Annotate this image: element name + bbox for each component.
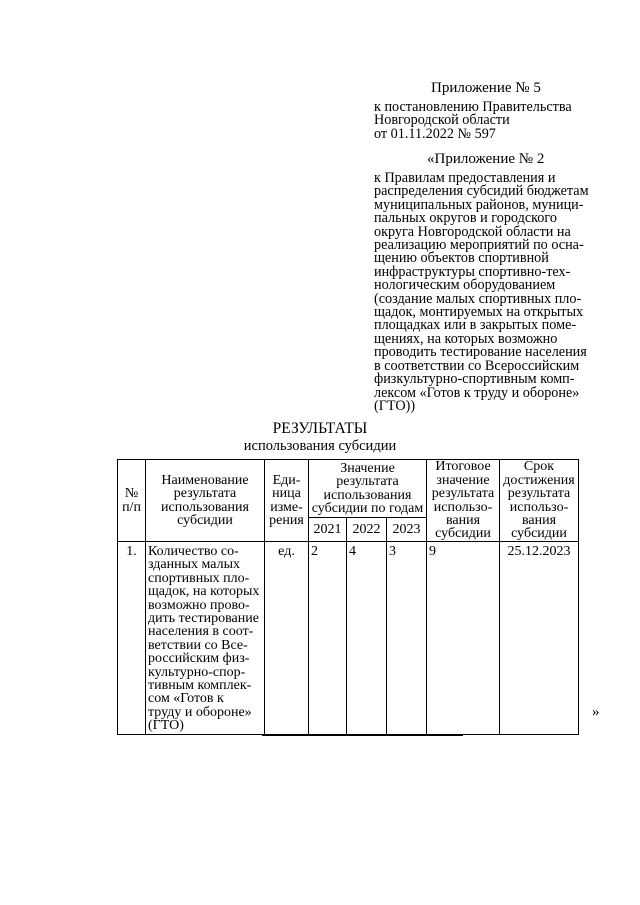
decree-reference <box>374 101 614 141</box>
header-total: Итоговое значение результата использо- вания субсидии <box>427 460 500 542</box>
rules-line: в соответствии со Всероссийским <box>374 357 580 374</box>
rules-line: щению объектов спортивной <box>374 250 549 267</box>
row-unit: ед. <box>265 542 309 735</box>
rules-line: площадках или в закрытых поме- <box>374 317 577 334</box>
appendix2-number: «Приложение № 2 <box>427 151 545 167</box>
row-deadline: 25.12.2023 <box>500 542 579 735</box>
header-num: № п/п <box>118 460 146 542</box>
document-title: РЕЗУЛЬТАТЫ <box>272 420 368 437</box>
rules-line: проводить тестирование населения <box>374 344 587 361</box>
closing-rule <box>262 735 463 736</box>
header-value: Значение результата использования субсидии по годам <box>309 460 427 518</box>
ref-line: к постановлению Правительства <box>374 99 572 115</box>
document-subtitle: использования субсидии <box>243 438 397 454</box>
header-name: Наименование результата использования субсидии <box>146 460 265 542</box>
rules-line: муниципальных районов, муници- <box>374 196 584 213</box>
rules-line: округа Новгородской области на <box>374 223 571 240</box>
rules-line: пальных округов и городского <box>374 210 557 227</box>
rules-line: нологическим оборудованием <box>374 277 556 294</box>
ref-line: Новгородской области <box>374 112 510 129</box>
ref-line: от 01.11.2022 № 597 <box>374 125 496 142</box>
header-year-2022: 2022 <box>347 518 387 542</box>
table-row <box>118 542 579 735</box>
row-value-2023: 3 <box>387 542 427 735</box>
rules-line: лексом «Готов к труду и обороне» <box>374 384 580 401</box>
rules-line: (создание малых спортивных пло- <box>374 290 582 307</box>
header-year-2021: 2021 <box>309 518 347 542</box>
row-name: Количество со- зданных малых спортивных пло- щадок, на которых возможно прово- дить тестирование населения в соот- ветствии со Все- российским физ- культурно-спор- тивным комплек- сом «Готов к труду и обороне» (ГТО) <box>146 542 265 735</box>
rules-reference <box>374 172 614 413</box>
row-num: 1. <box>118 542 146 735</box>
rules-line: щадок, монтируемых на открытых <box>374 304 584 321</box>
closing-quote: » <box>592 704 600 720</box>
row-value-2022: 4 <box>347 542 387 735</box>
header-year-2023: 2023 <box>387 518 427 542</box>
appendix-number: Приложение № 5 <box>431 80 541 96</box>
rules-line: (ГТО)) <box>374 397 416 414</box>
rules-line: щениях, на которых возможно <box>374 330 558 347</box>
rules-line: инфраструктуры спортивно-тех- <box>374 263 571 280</box>
rules-line: физкультурно-спортивным комп- <box>374 371 575 388</box>
row-value-2021: 2 <box>309 542 347 735</box>
rules-line: реализацию мероприятий по осна- <box>374 237 584 254</box>
row-total: 9 <box>427 542 500 735</box>
results-table <box>117 459 579 735</box>
rules-line: распределения субсидий бюджетам <box>374 183 589 200</box>
rules-line: к Правилам предоставления и <box>374 170 556 186</box>
header-unit: Еди- ница изме- рения <box>265 460 309 542</box>
header-deadline: Срок достижения результата использо- вания субсидии <box>500 460 579 542</box>
